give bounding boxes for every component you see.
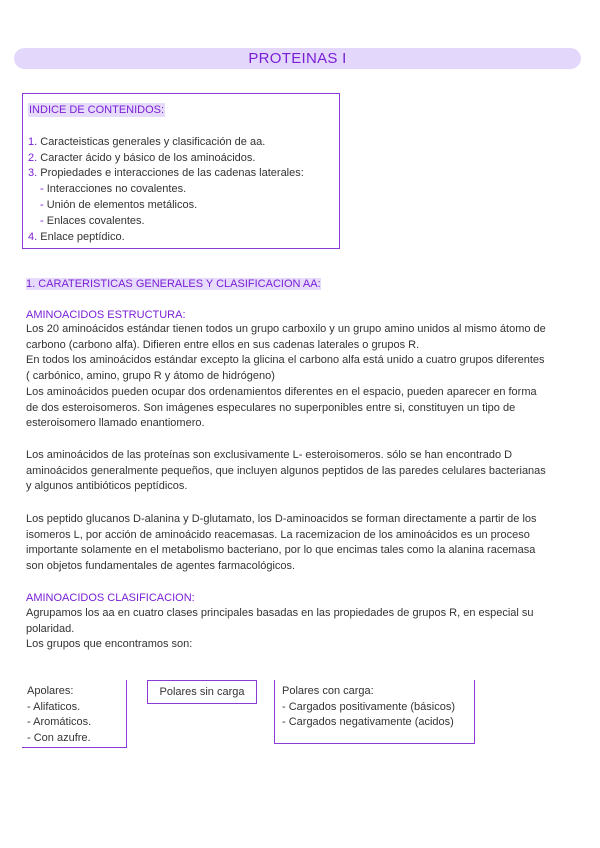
clasificacion-heading: AMINOACIDOS CLASIFICACION: — [26, 592, 195, 604]
toc-item: 2. Caracter ácido y básico de los aminoácidos. — [28, 152, 256, 164]
toc-subitem: - Interacciones no covalentes. — [40, 183, 187, 195]
toc-heading: INDICE DE CONTENIDOS: — [29, 104, 165, 116]
toc-subitem: - Enlaces covalentes. — [40, 215, 145, 227]
toc-subitem: - Unión de elementos metálicos. — [40, 199, 198, 211]
polares-sin-carga-box — [147, 680, 257, 704]
polares-sin-carga-title: Polares sin carga — [159, 686, 245, 698]
section-heading: 1. CARATERISTICAS GENERALES Y CLASIFICACION AA: — [26, 278, 321, 290]
estructura-heading: AMINOACIDOS ESTRUCTURA: — [26, 309, 186, 321]
l-isomers-paragraph: Los aminoácidos de las proteínas son exclusivamente L- esteroisomeros. sólo se han encontrado D aminoácidos generalmente pequeños, que incluyen algunos peptidos de las paredes celulares bacterianas y algunos antibióticos peptídicos. — [26, 449, 546, 493]
polares-con-carga-title: Polares con carga: — [282, 685, 374, 697]
estructura-paragraph: Los 20 aminoácidos estándar tienen todos un grupo carboxilo y un grupo amino unidos al mismo átomo de carbono (carbono alfa). Difieren entre ellos en sus cadenas laterales o grupos R. En todos los aminoácidos estándar excepto la glicina el carbono alfa está unido a cuatro grupos diferentes ( carbónico, amino, grupo R y átomo de hidrógeno) Los aminoácidos pueden ocupar dos ordenamientos diferentes en el espacio, pueden aparecer en forma de dos esteroisomeros. Son imágenes especulares no superponibles entre si, constituyen un tipo de esteroisomero llamado enantiomero. — [26, 323, 546, 430]
apolares-title: Apolares: — [27, 685, 74, 697]
toc-item: 1. Caracteisticas generales y clasificación de aa. — [28, 136, 266, 148]
list-item: - Con azufre. — [27, 732, 91, 745]
toc-item: 4. Enlace peptídico. — [28, 231, 125, 243]
page-title-bar — [14, 48, 581, 69]
table-of-contents — [22, 93, 340, 249]
list-item: - Alifaticos. — [27, 700, 81, 713]
polares-con-carga-box — [274, 680, 475, 744]
list-item: - Aromáticos. — [27, 716, 92, 729]
racemization-paragraph: Los peptido glucanos D-alanina y D-glutamato, los D-aminoacidos se forman directamente a partir de los isomeros L, por acción de aminoácido reacemasas. La racemizacion de los aminoácidos es un proceso importante solamente en el metabolismo bacteriano, por lo que encimas tales como la alanina racemasa son objetos fundamentales de agentes farmacológicos. — [26, 513, 537, 573]
page-title: PROTEINAS I — [248, 50, 347, 67]
clasificacion-paragraph: Agrupamos los aa en cuatro clases principales basadas en las propiedades de grupos R, en especial su polaridad. Los grupos que encontramos son: — [26, 607, 534, 651]
apolares-box — [22, 680, 127, 748]
list-item: - Cargados positivamente (básicos) — [282, 700, 456, 713]
toc-item: 3. Propiedades e interacciones de las cadenas laterales: — [28, 167, 304, 179]
list-item: - Cargados negativamente (acidos) — [282, 716, 454, 729]
